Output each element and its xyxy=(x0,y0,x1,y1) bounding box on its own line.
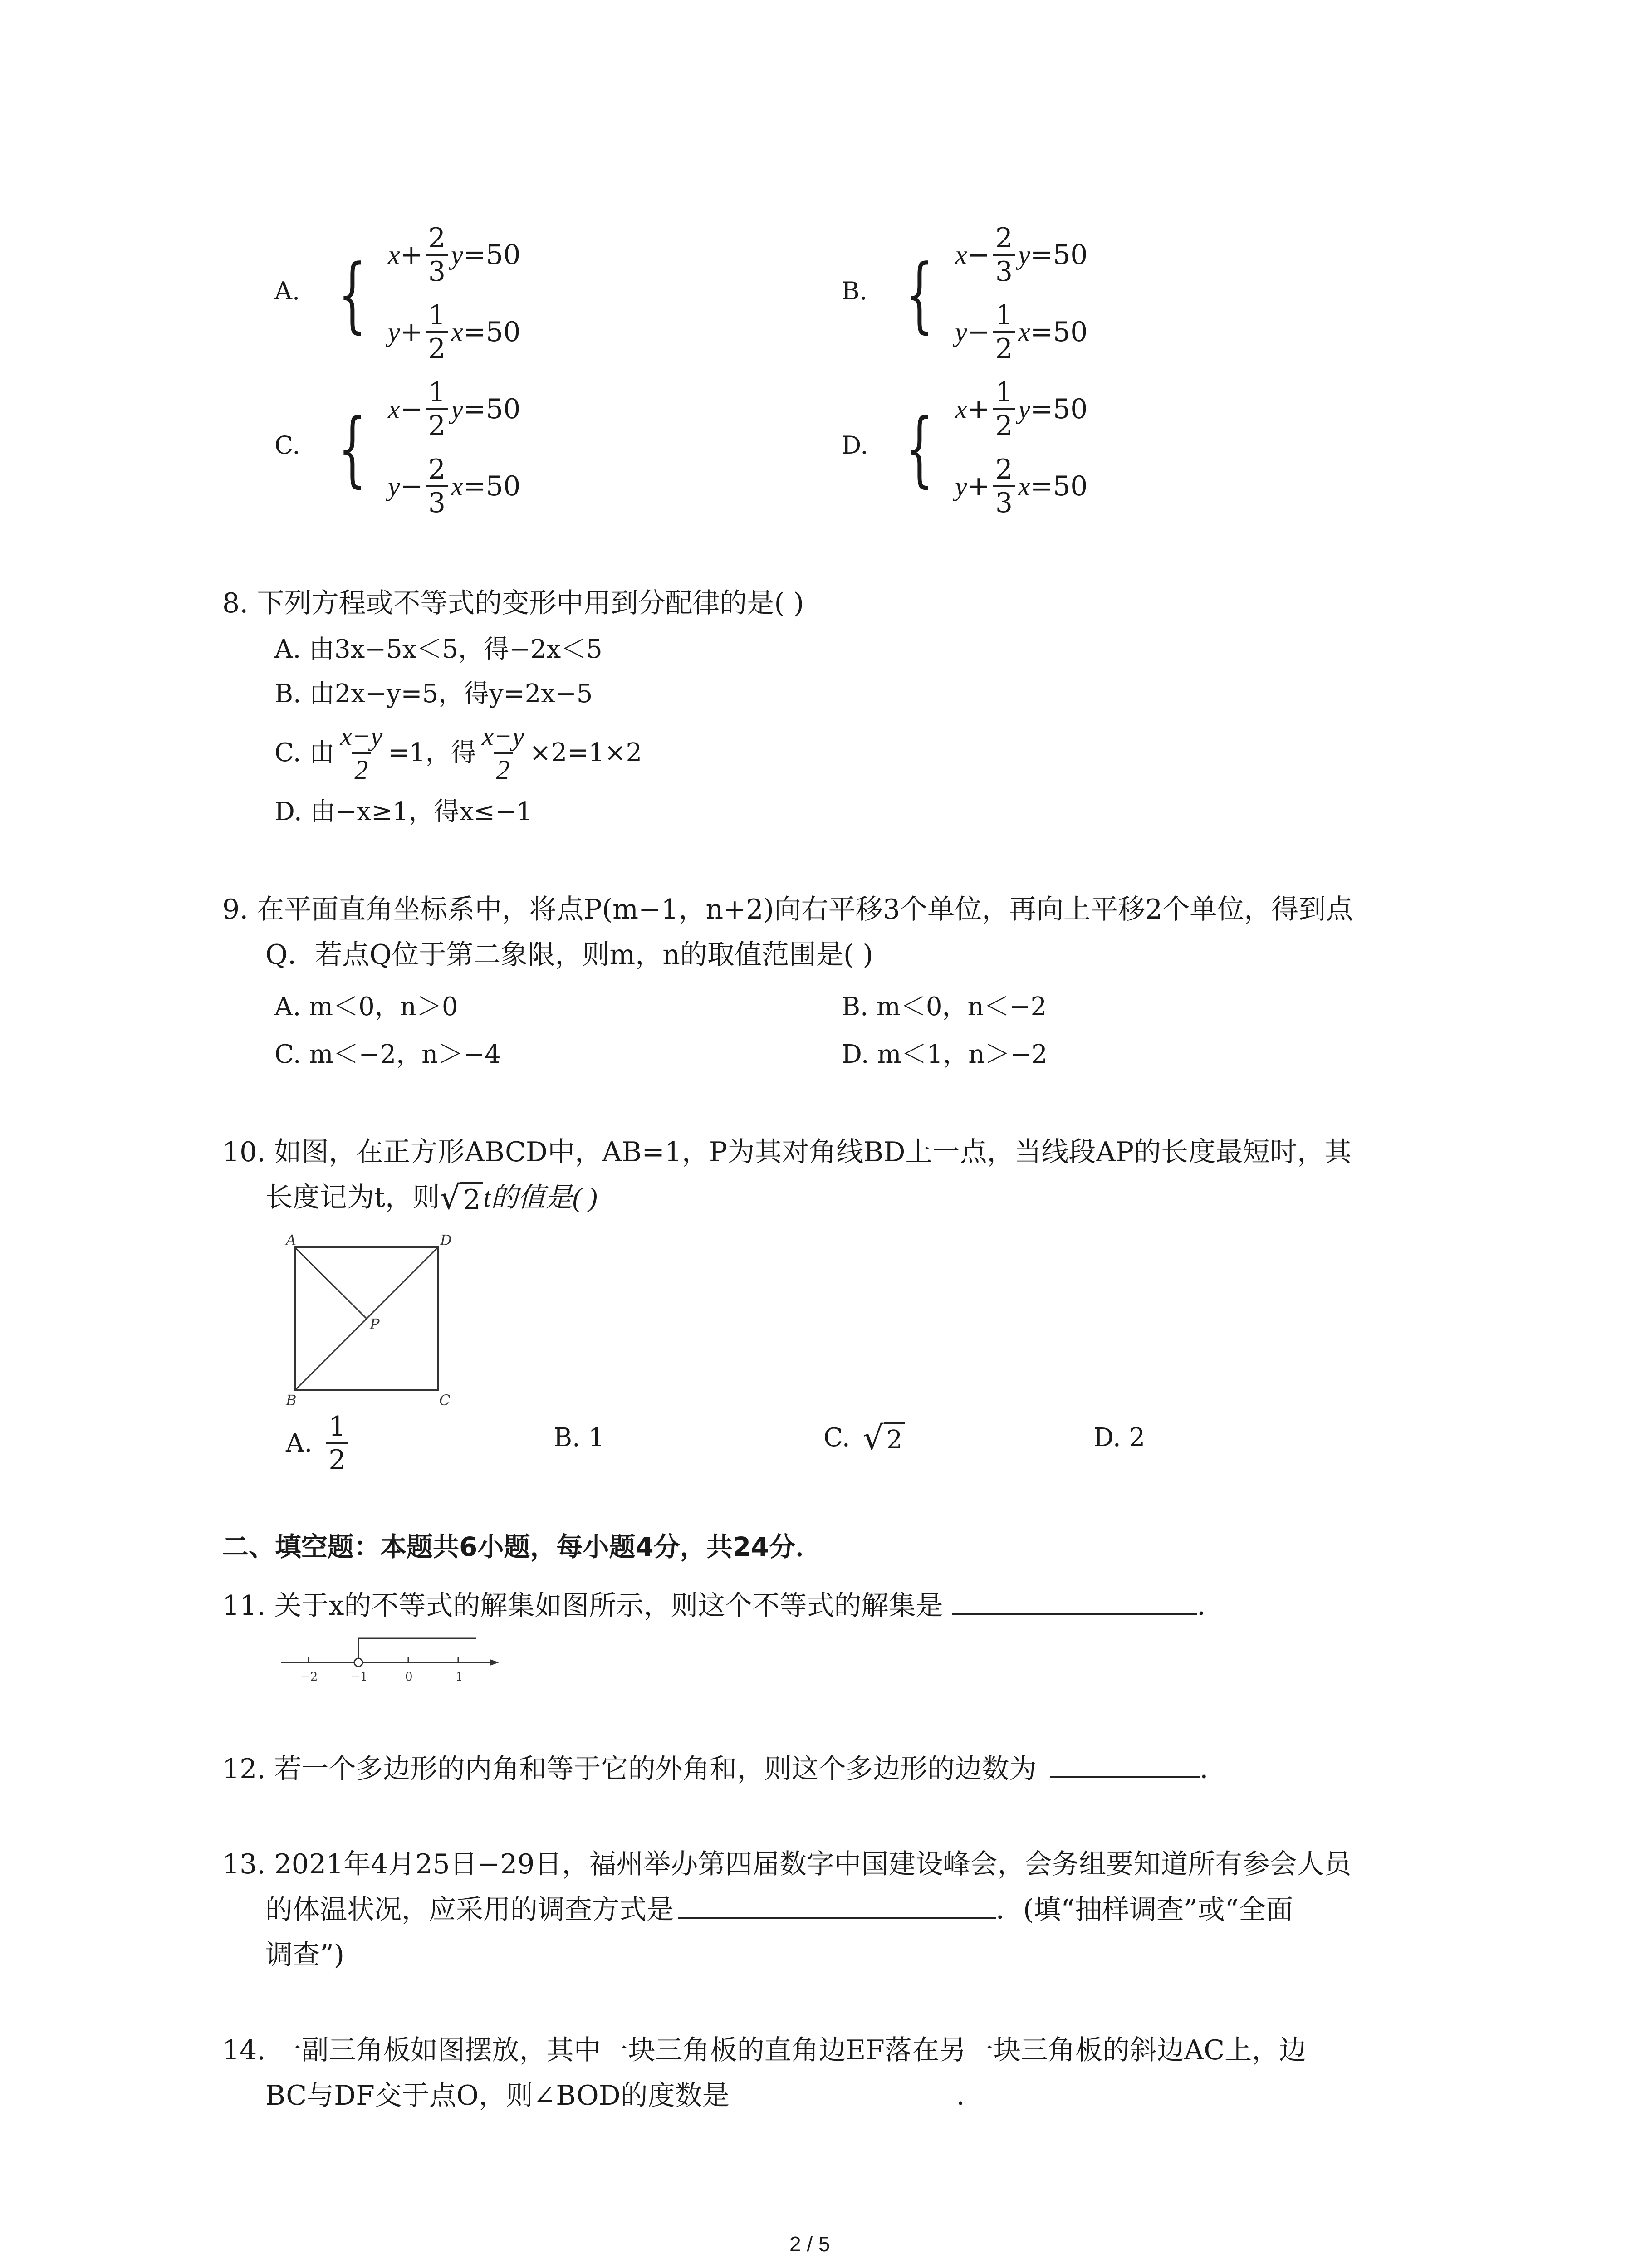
equation-2: y + $\frac{1}{2}$ x =50 xyxy=(388,299,521,365)
q10-option-d: D. 2 xyxy=(1093,1423,1146,1452)
q9-option-b: B. m＜0，n＜−2 xyxy=(842,992,1047,1022)
left-brace: { xyxy=(905,401,934,496)
q13-stem-line2: 的体温状况，应采用的调查方式是 ．(填“抽样调查”或“全面 xyxy=(265,1894,1293,1926)
tick-label: 0 xyxy=(405,1670,413,1684)
option-label: A. xyxy=(274,277,300,305)
q9-stem-line1: 9. 在平面直角坐标系中，将点P(m−1，n+2)向右平移3个单位，再向上平移2个单位，得到点 xyxy=(222,894,1353,925)
fraction: $\frac{x-y}{2}$ xyxy=(481,721,524,785)
equation-2: y + $\frac{2}{3}$ x =50 xyxy=(955,454,1088,519)
sqrt: √ 2 xyxy=(863,1420,906,1456)
equation-2: y − $\frac{2}{3}$ x =50 xyxy=(388,454,521,519)
q9-option-c: C. m＜−2，n＞−4 xyxy=(274,1040,501,1069)
q7-option-a xyxy=(274,222,683,372)
q9-option-d: D. m＜1，n＞−2 xyxy=(842,1040,1048,1069)
page-number: 2 / 5 xyxy=(789,2232,830,2256)
equation-2: y − $\frac{1}{2}$ x =50 xyxy=(955,299,1088,365)
q8-option-a: A. 由3x−5x＜5，得−2x＜5 xyxy=(274,635,603,664)
q10-stem-line2: 长度记为t，则 √ 2 t的值是( ) xyxy=(265,1178,598,1217)
sqrt: √ 2 xyxy=(440,1179,483,1216)
tick-label: 1 xyxy=(456,1670,463,1684)
q7-option-b xyxy=(842,222,1250,372)
vertex-label-c: C xyxy=(439,1392,451,1406)
option-label: D. xyxy=(842,431,868,459)
left-brace: { xyxy=(905,247,934,342)
q7-option-c xyxy=(274,376,683,526)
q12-stem: 12. 若一个多边形的内角和等于它的外角和，则这个多边形的边数为 ． xyxy=(222,1753,1227,1785)
fraction: $\frac{x-y}{2}$ xyxy=(340,721,383,785)
q10-stem-line1: 10. 如图，在正方形ABCD中，AB=1，P为其对角线BD上一点，当线段AP的长度最短时，其 xyxy=(222,1136,1352,1168)
q10-option-c: C. √ 2 xyxy=(823,1420,905,1456)
left-brace: { xyxy=(338,401,367,496)
vertex-label-d: D xyxy=(440,1232,452,1249)
q8-option-d: D. 由−x≥1，得x≤−1 xyxy=(274,797,533,826)
answer-blank xyxy=(952,1613,1197,1615)
q9-option-a: A. m＜0，n＞0 xyxy=(274,992,458,1022)
vertex-label-b: B xyxy=(286,1392,297,1406)
point-label-p: P xyxy=(370,1315,380,1333)
answer-blank xyxy=(1050,1776,1200,1778)
equation-1: x − $\frac{1}{2}$ y =50 xyxy=(388,376,521,442)
q8-option-b: B. 由2x−y=5，得y=2x−5 xyxy=(274,679,593,709)
option-label: B. xyxy=(842,277,867,305)
left-brace: { xyxy=(338,247,367,342)
square-abcd-figure xyxy=(272,1225,463,1406)
equation-1: x + $\frac{1}{2}$ y =50 xyxy=(955,376,1088,442)
q13-stem-line1: 13. 2021年4月25日−29日，福州举办第四届数字中国建设峰会，会务组要知道所有参会人员 xyxy=(222,1848,1352,1880)
q9-stem-line2: Q．若点Q位于第二象限，则m，n的取值范围是( ) xyxy=(265,939,873,971)
q8-option-c: C. 由 $\frac{x-y}{2}$ =1，得 $\frac{x-y}{2}$ ×2=1×2 xyxy=(274,721,642,785)
q14-stem-line1: 14. 一副三角板如图摆放，其中一块三角板的直角边EF落在另一块三角板的斜边AC上，边 xyxy=(222,2034,1307,2066)
q14-stem-line2: BC与DF交于点O，则∠BOD的度数是 ． xyxy=(265,2080,984,2112)
answer-blank xyxy=(678,1916,996,1919)
q10-option-a: A. $\frac{1}{2}$ xyxy=(286,1411,351,1476)
tick-label: −1 xyxy=(350,1670,368,1684)
q7-option-d xyxy=(842,376,1250,526)
option-label: C. xyxy=(274,431,300,459)
q13-stem-line3: 调查”) xyxy=(265,1939,345,1971)
equation-1: x + $\frac{2}{3}$ y =50 xyxy=(388,222,521,288)
number-line-figure xyxy=(277,1628,504,1687)
section-heading: 二、填空题：本题共6小题，每小题4分，共24分． xyxy=(222,1531,822,1562)
tick-label: −2 xyxy=(300,1670,318,1684)
equation-1: x − $\frac{2}{3}$ y =50 xyxy=(955,222,1088,288)
q10-option-b: B. 1 xyxy=(554,1423,605,1452)
q8-stem: 8. 下列方程或不等式的变形中用到分配律的是( ) xyxy=(222,587,804,619)
vertex-label-a: A xyxy=(286,1232,297,1249)
q11-stem: 11. 关于x的不等式的解集如图所示，则这个不等式的解集是 ． xyxy=(222,1590,1225,1622)
